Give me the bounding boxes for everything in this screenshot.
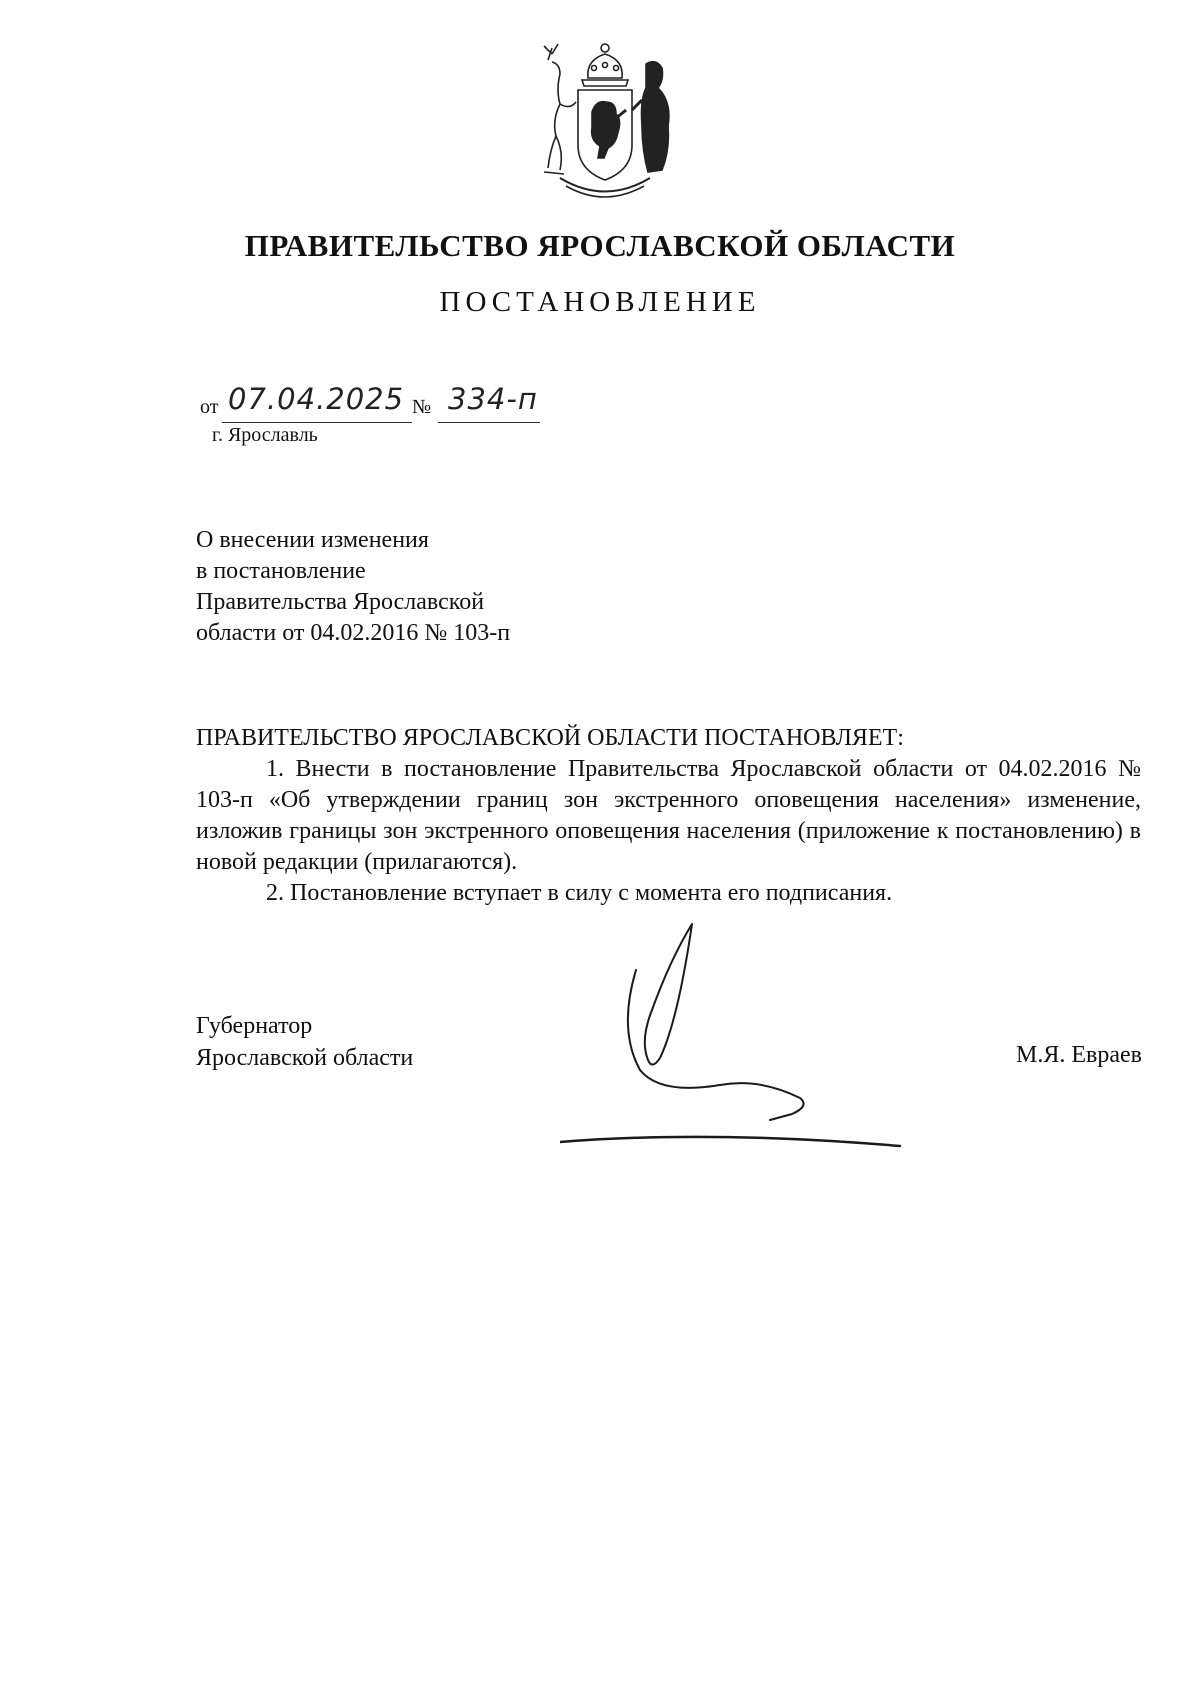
coat-of-arms-icon <box>530 40 680 205</box>
subject-line: Правительства Ярославской <box>196 589 485 615</box>
registration-row <box>200 382 600 422</box>
number-value: 334-п <box>448 382 538 416</box>
subject-line: в постановление <box>196 558 366 584</box>
paragraph-1: 1. Внести в постановление Правительства Ярославской области от 04.02.2016 № 103-п «Об утверждении границ зон экстренного оповещения населения» изменение, изложив границы зон экстренного оповещения населения (приложение к постановлению) в новой редакции (прилагаются). <box>196 756 1141 875</box>
city: г. Ярославль <box>212 424 318 446</box>
subject-line: области от 04.02.2016 № 103-п <box>196 620 511 646</box>
signatory-title <box>196 1010 413 1074</box>
date-value: 07.04.2025 <box>228 382 405 416</box>
decree-line: ПРАВИТЕЛЬСТВО ЯРОСЛАВСКОЙ ОБЛАСТИ ПОСТАНОВЛЯЕТ: <box>196 725 904 751</box>
signatory-title-line: Губернатор <box>196 1013 313 1039</box>
paragraph-2: 2. Постановление вступает в силу с момента его подписания. <box>266 880 893 906</box>
date-underline <box>222 422 412 423</box>
handwritten-signature-icon <box>560 920 990 1170</box>
number-underline <box>438 422 540 423</box>
signatory-name: М.Я. Евраев <box>1016 1042 1142 1068</box>
organization-title: ПРАВИТЕЛЬСТВО ЯРОСЛАВСКОЙ ОБЛАСТИ <box>244 228 956 263</box>
number-prefix: № <box>412 396 432 418</box>
document-type: ПОСТАНОВЛЕНИЕ <box>439 286 761 318</box>
document-body <box>196 723 1141 909</box>
document-subject <box>196 525 510 649</box>
subject-line: О внесении изменения <box>196 527 429 553</box>
date-prefix: от <box>200 396 219 418</box>
signatory-title-line: Ярославской области <box>196 1045 414 1071</box>
